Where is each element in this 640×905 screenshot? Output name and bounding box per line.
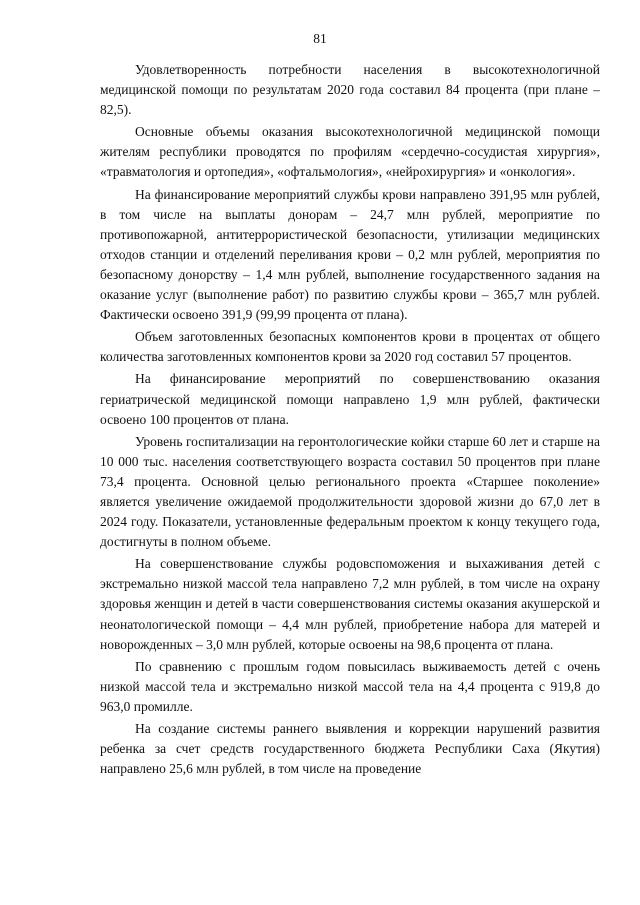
paragraph-obstetrics-funding: На совершенствование службы родовспоможения и выхаживания детей с экстремально низкой массой тела направлено 7,2 млн рублей, в том числе на охрану здоровья женщин и детей в части совершенствования системы оказания акушерской и неонатологической помощи – 4,4 млн рублей, приобретение набора для матерей и новорожденных – 3,0 млн рублей, которые освоены на 98,6 процента от плана. <box>100 556 600 652</box>
paragraph-geriatric-funding: На финансирование мероприятий по совершенствованию оказания гериатрической медицинской помощи направлено 1,9 млн рублей, фактически освоено 100 процентов от плана. <box>100 371 600 427</box>
paragraph-blood-service-funding: На финансирование мероприятий службы крови направлено 391,95 млн рублей, в том числе на выплаты донорам – 24,7 млн рублей, мероприятие по противопожарной, антитеррористической безопасности, утилизации медицинских отходов станции и отделений переливания крови – 0,2 млн рублей, мероприятия по безопасному донорству – 1,4 млн рублей, выполнение государственного задания на оказание услуг (выполнение работ) по развитию службы крови – 365,7 млн рублей. Фактически освоено 391,9 (99,99 процента от плана). <box>100 186 600 323</box>
paragraph-early-detection: На создание системы раннего выявления и коррекции нарушений развития ребенка за счет средств государственного бюджета Республики Саха (Якутия) направлено 25,6 млн рублей, в том числе на проведение <box>100 721 600 777</box>
paragraph-blood-components: Объем заготовленных безопасных компонентов крови в процентах от общего количества заготовленных компонентов крови за 2020 год составил 57 процентов. <box>100 329 600 365</box>
paragraph-infant-survival: По сравнению с прошлым годом повысилась выживаемость детей с очень низкой массой тела и экстремально низкой массой тела на 4,4 процента с 919,8 до 963,0 промилле. <box>100 658 600 714</box>
document-body <box>100 60 600 781</box>
paragraph-hightech-care-profiles: Основные объемы оказания высокотехнологичной медицинской помощи жителям республики проводятся по профилям «сердечно-сосудистая хирургия», «травматология и ортопедия», «офтальмология», «нейрохирургия» и «онкология». <box>100 124 600 180</box>
paragraph-gerontology-hospitalization: Уровень госпитализации на геронтологические койки старше 60 лет и старше на 10 000 тыс. населения соответствующего возраста составил 50 процентов при плане 73,4 процента. Основной целью регионального проекта «Старшее поколение» является увеличение ожидаемой продолжительности здоровой жизни до 67,0 лет в 2024 году. Показатели, установленные федеральным проектом к концу текущего года, достигнуты в полном объеме. <box>100 433 600 550</box>
paragraph-hightech-care-satisfaction: Удовлетворенность потребности населения в высокотехнологичной медицинской помощи по результатам 2020 года составил 84 процента (при плане – 82,5). <box>100 62 600 118</box>
page-number: 81 <box>313 31 327 46</box>
